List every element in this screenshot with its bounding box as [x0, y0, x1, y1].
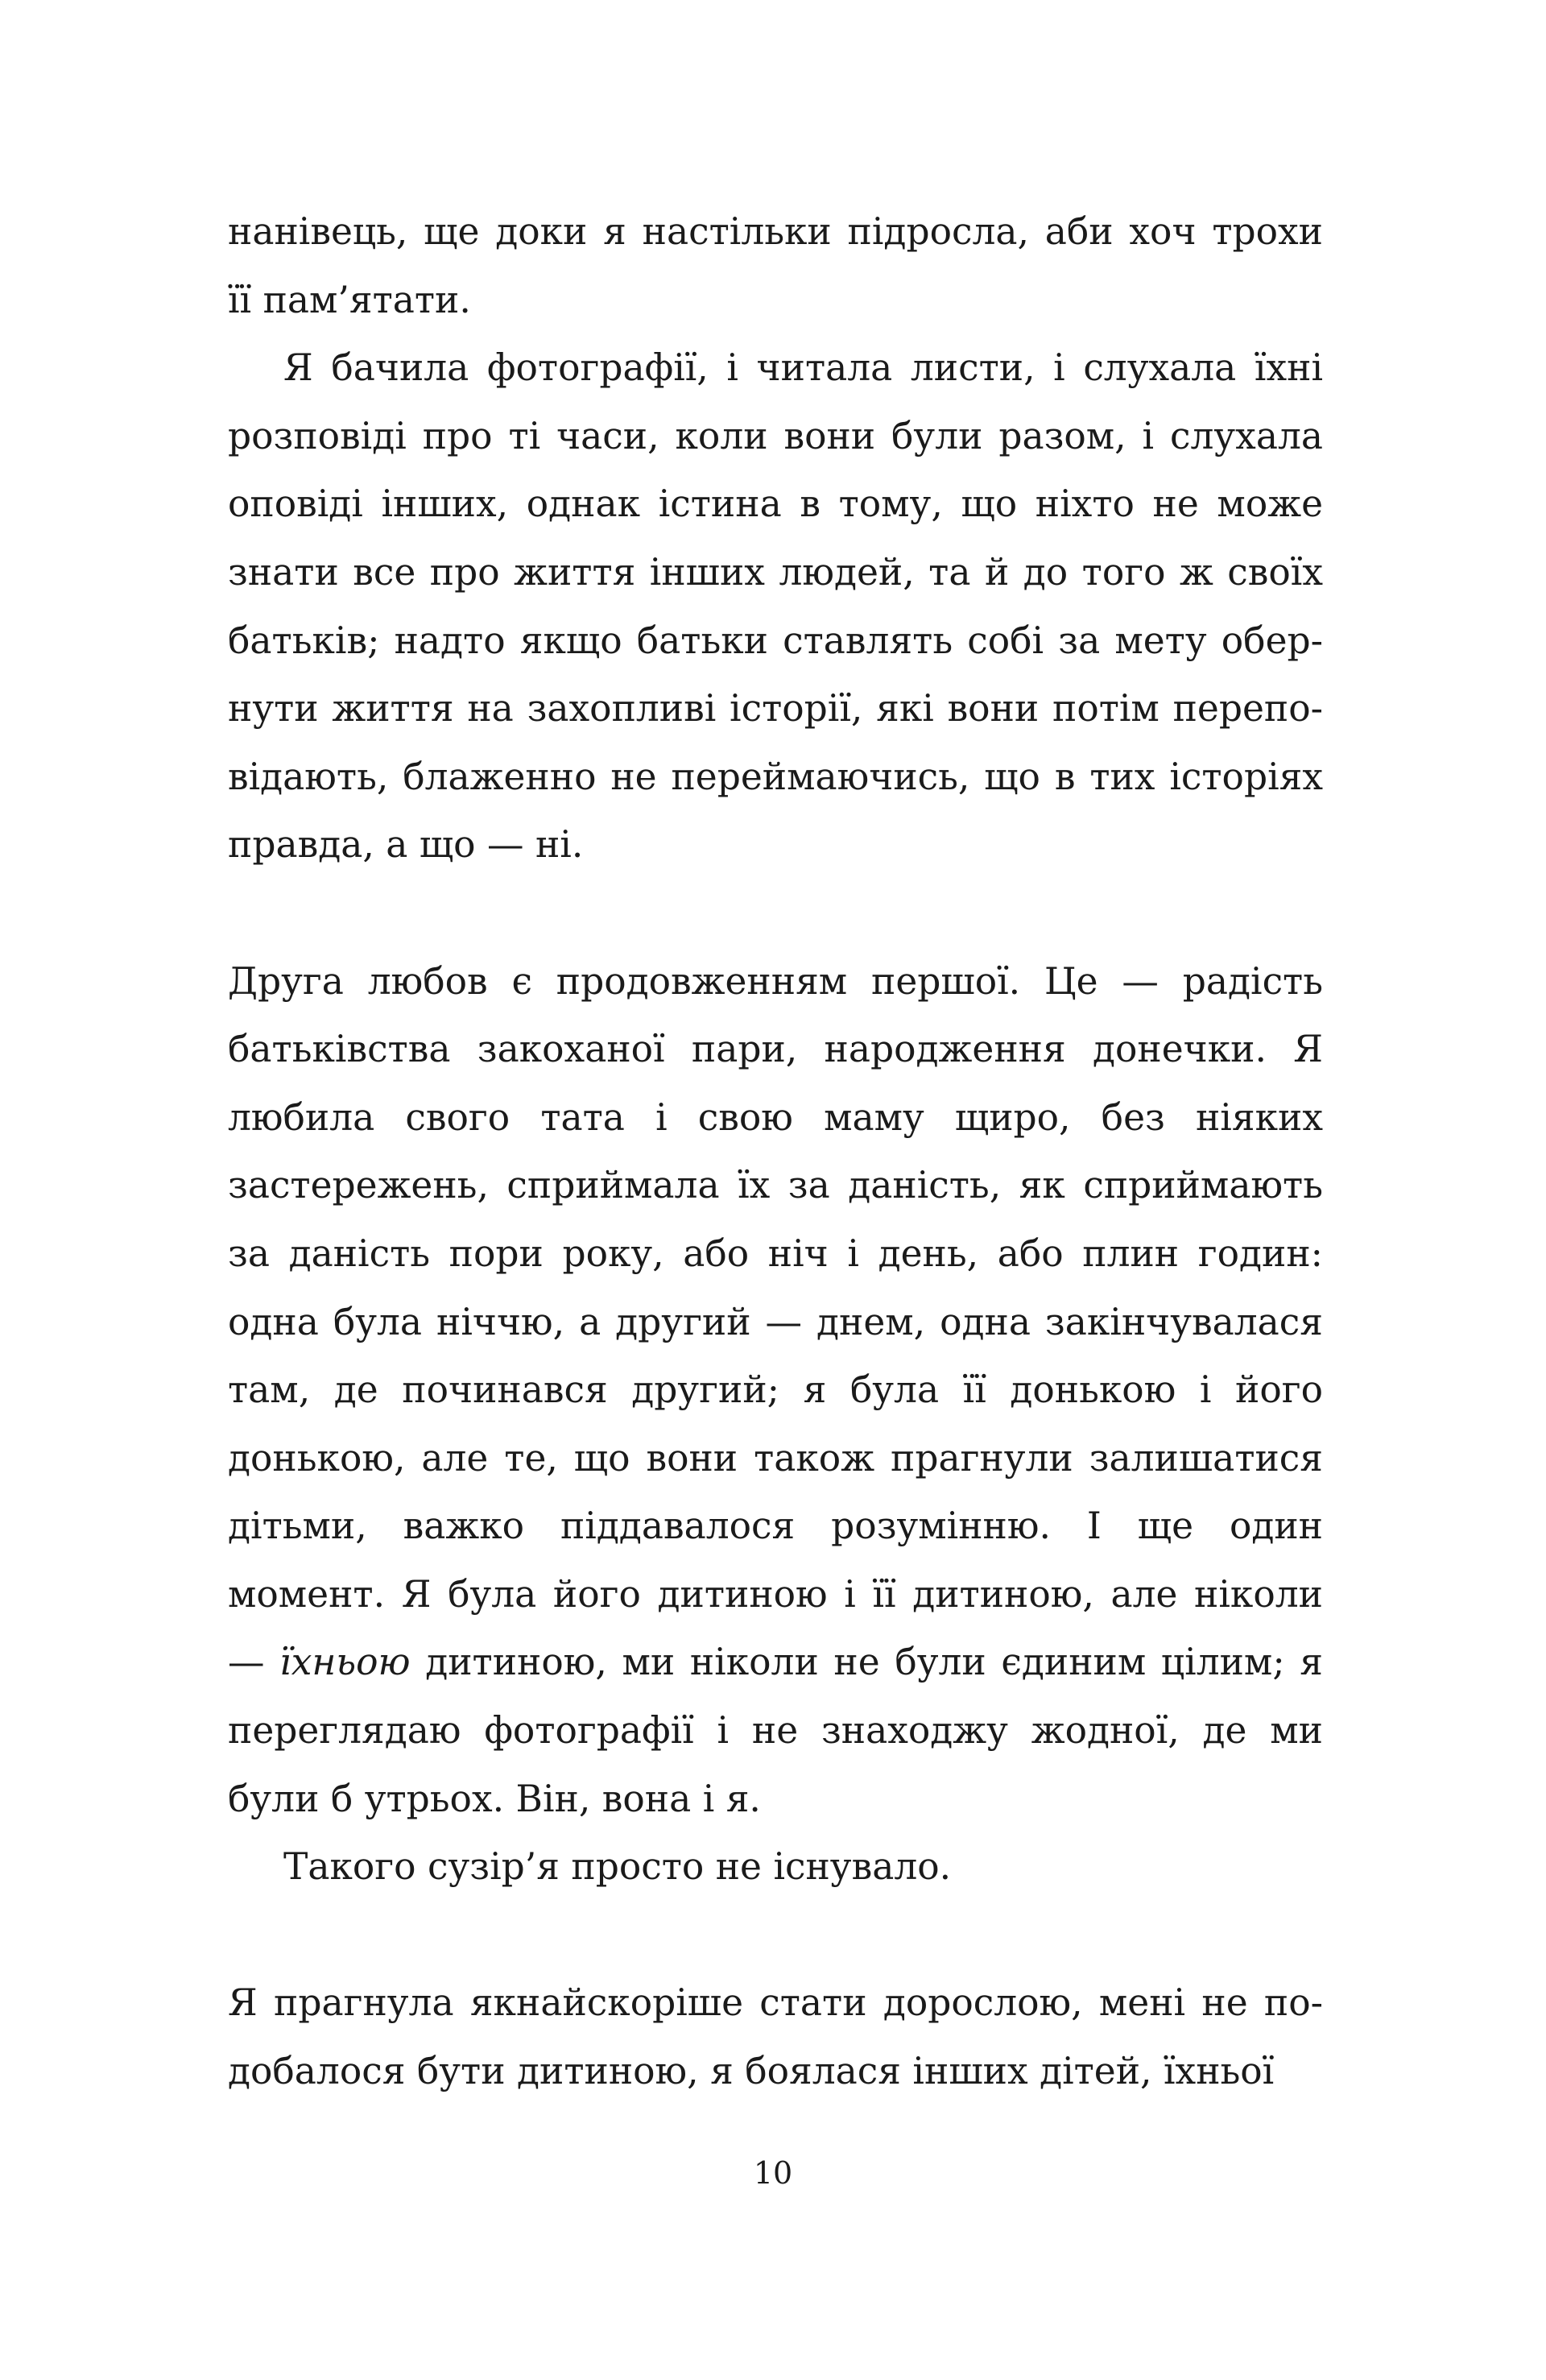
- paragraph-3-text-after: дитиною, ми ніколи не були єдиним цілим; я переглядаю фотографії і не знаходжу жодної, де ми були б утрьох. Він, вона і я.: [228, 1641, 1323, 1820]
- paragraph-4: Такого сузір’я просто не існувало.: [283, 1845, 952, 1889]
- paragraph-3: [228, 948, 1323, 1834]
- page-number: 10: [753, 2155, 793, 2191]
- paragraph-3-emphasis: їхньою: [279, 1641, 411, 1684]
- paragraph-3-text-before: Друга любов є продовженням першої. Це — радість батьківства закоханої пари, народження донечки. Я любила свого тата і свою маму щиро, без ніяких застережень, сприймала їх за даність, як сприймають за даність пори року, або ніч і день, або плин годин: одна була ніччю, а другий — днем, одна закінчувалася там, де починався другий; я була її донькою і його донькою, але те, що вони також прагнули залишатися дітьми, важко піддавалося розумінню. І ще один момент. Я була його дитиною і її дитиною, але ніколи —: [228, 959, 1323, 1684]
- paragraph-1: нанівець, ще доки я настільки підросла, аби хоч трохи її пам’ятати.: [228, 210, 1323, 321]
- body-text: [228, 198, 1323, 2106]
- paragraph-2: Я бачила фотографії, і читала листи, і слухала їхні розповіді про ті часи, коли вони були разом, і слухала оповіді інших, однак істина в тому, що ніхто не може знати все про життя інших людей, та й до того ж своїх батьків; надто якщо батьки ставлять собі за мету обернути життя на захопливі історії, які вони потім переповідають, блаженно не переймаючись, що в тих історіях правда, а що — ні.: [228, 346, 1323, 867]
- paragraph-5: Я прагнула якнайскоріше стати дорослою, мені не подобалося бути дитиною, я боялася інших дітей, їхньої: [228, 1981, 1323, 2093]
